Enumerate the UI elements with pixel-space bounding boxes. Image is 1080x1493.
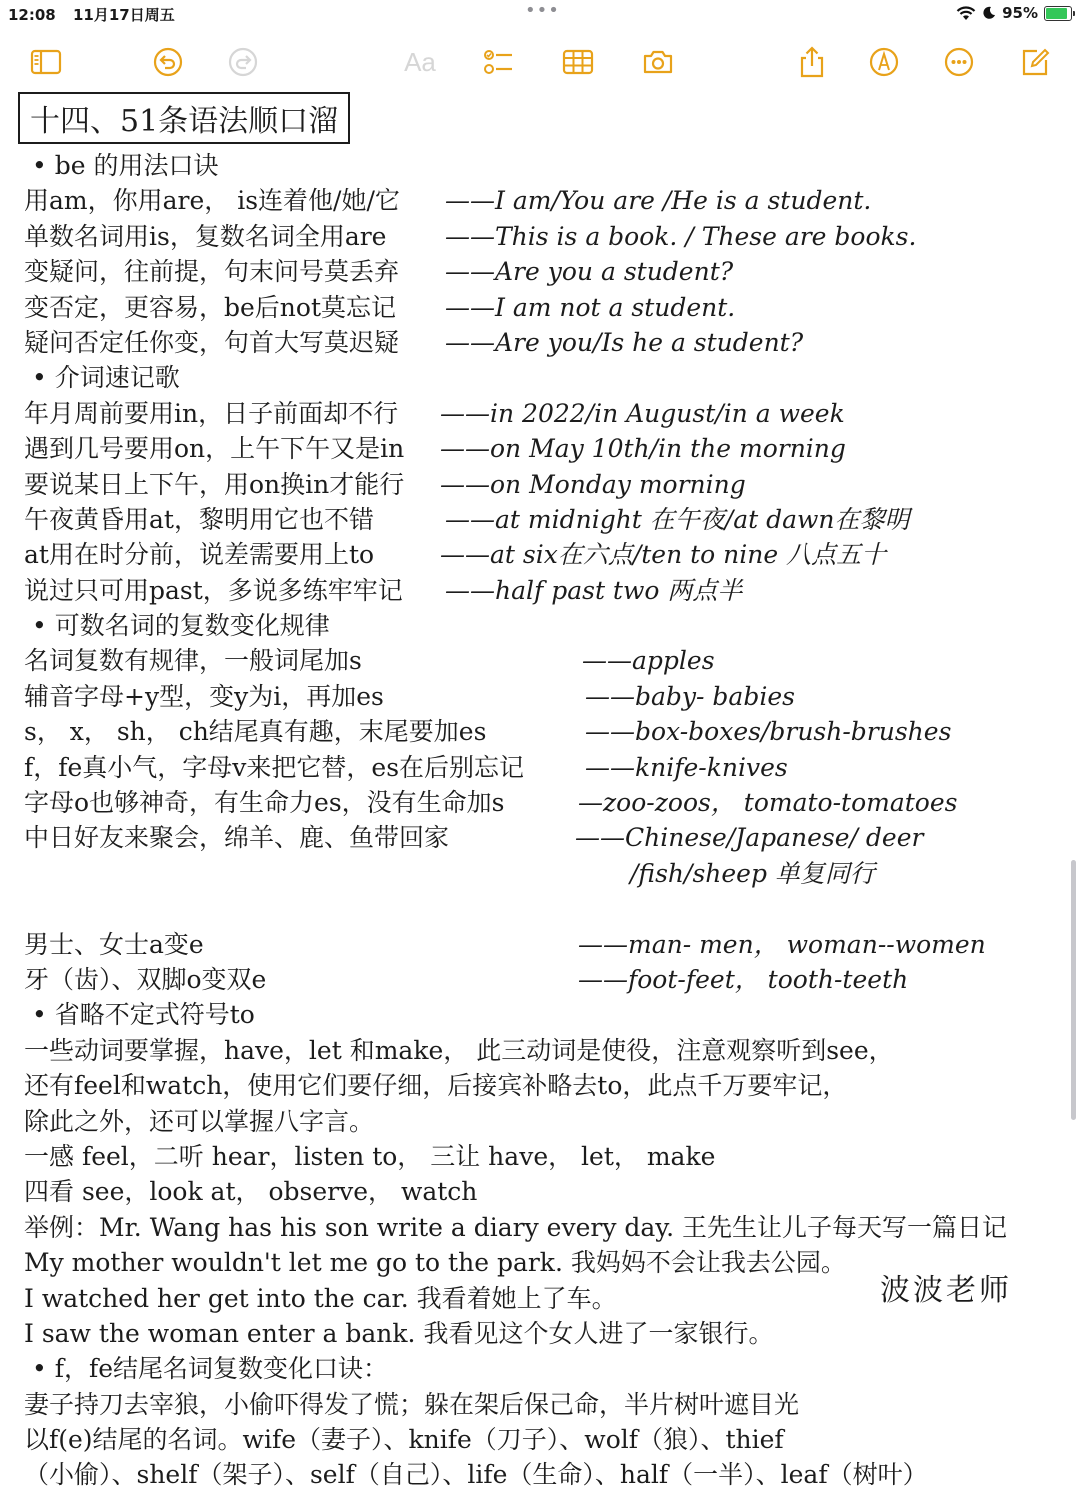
note-line-text: 一些动词要掌握，have，let 和make， 此三动词是使役，注意观察听到see，: [24, 1035, 894, 1065]
camera-button[interactable]: [636, 40, 680, 84]
example-text: ——baby- babies: [585, 681, 795, 711]
note-line-text: 举例：Mr. Wang has his son write a diary every day. 王先生让儿子每天写一篇日记: [24, 1212, 1008, 1242]
status-left: [8, 4, 187, 25]
wifi-icon: [956, 6, 976, 21]
example-text: ——I am/You are /He is a student.: [445, 186, 872, 216]
moon-icon: [982, 6, 996, 20]
rule-text: 牙（齿）、双脚o变双e: [24, 964, 267, 994]
redo-icon: [226, 45, 260, 79]
rule-text: 要说某日上下午，用on换in才能行: [24, 469, 405, 499]
section-heading: • f，fe结尾名词复数变化口诀：: [32, 1354, 388, 1384]
share-icon: [795, 45, 829, 79]
note-line: [18, 290, 1068, 325]
note-line-text: 除此之外，还可以掌握八字言。: [24, 1106, 375, 1136]
share-button[interactable]: [790, 40, 834, 84]
rule-text: 说过只可用past，多说多练牢牢记: [24, 575, 403, 605]
example-text: —zoo-zoos， tomato-tomatoes: [578, 788, 958, 818]
example-text: ——in 2022/in August/in a week: [440, 398, 845, 428]
note-line-text: 以f(e)结尾的名词。wife（妻子）、knife（刀子）、wolf（狼）、thief: [24, 1425, 784, 1455]
note-line-text: 妻子持刀去宰狼，小偷吓得发了慌；躲在架后保己命，半片树叶遮目光: [24, 1389, 800, 1419]
note-line: [18, 820, 1068, 855]
note-line: [18, 219, 1068, 254]
note-line: [18, 1387, 1068, 1422]
example-text: ——This is a book. / These are books.: [445, 221, 917, 251]
note-line: [18, 573, 1068, 608]
example-text: ——at six在六点/ten to nine 八点五十: [440, 540, 887, 570]
example-text: ——box-boxes/brush-brushes: [585, 717, 952, 747]
note-line: [18, 431, 1068, 466]
status-date: 11月17日周五: [72, 6, 175, 24]
note-line: [18, 1174, 1068, 1209]
note-line: [18, 1104, 1068, 1139]
notes-toolbar: [0, 40, 1080, 84]
note-line: [18, 643, 1068, 678]
note-line: [18, 183, 1068, 218]
rule-text: at用在时分前，说差需要用上to: [24, 540, 375, 570]
note-line-text: （小偷）、shelf（架子）、self（自己）、life（生命）、half（一半）、leaf（树叶）: [24, 1460, 928, 1490]
note-line: [18, 997, 1068, 1032]
note-line: [18, 1210, 1068, 1245]
sidebar-button[interactable]: [24, 40, 68, 84]
scrollbar[interactable]: [1071, 860, 1076, 1120]
section-heading: • 介词速记歌: [32, 363, 180, 393]
rule-text: 单数名词用is，复数名词全用are: [24, 221, 387, 251]
section-heading: • 可数名词的复数变化规律: [32, 611, 330, 641]
checklist-button[interactable]: [476, 40, 520, 84]
status-bar: [0, 0, 1080, 28]
battery-fill: [1046, 8, 1067, 19]
example-text: ——I am not a student.: [445, 292, 736, 322]
note-line: [18, 608, 1068, 643]
table-button[interactable]: [556, 40, 600, 84]
more-button[interactable]: [937, 40, 981, 84]
rule-text: 午夜黄昏用at，黎明用它也不错: [24, 504, 374, 534]
note-line: [18, 254, 1068, 289]
note-line: [18, 148, 1068, 183]
note-line: [18, 467, 1068, 502]
example-text: ——on Monday morning: [440, 469, 746, 499]
camera-icon: [641, 45, 675, 79]
note-line: [18, 891, 1068, 926]
example-text: ——apples: [582, 646, 715, 676]
example-text: ——on May 10th/in the morning: [440, 434, 846, 464]
rule-text: 用am，你用are， is连着他/她/它: [24, 186, 400, 216]
note-line: [18, 785, 1068, 820]
undo-icon: [151, 45, 185, 79]
note-line: [18, 856, 1068, 891]
note-line: [18, 537, 1068, 572]
note-line: [18, 1033, 1068, 1068]
rule-text: 男士、女士a变e: [24, 929, 204, 959]
rule-text: 辅音字母+y型，变y为i，再加es: [24, 681, 384, 711]
note-line-text: I watched her get into the car. 我看着她上了车。: [24, 1283, 617, 1313]
rule-text: 年月周前要用in，日子前面却不行: [24, 398, 399, 428]
undo-button[interactable]: [146, 40, 190, 84]
note-line: [18, 962, 1068, 997]
example-text: ——Are you a student?: [445, 257, 734, 287]
redo-button[interactable]: [221, 40, 265, 84]
note-line: [18, 396, 1068, 431]
note-line: [18, 927, 1068, 962]
note-body[interactable]: [18, 92, 1068, 1490]
example-text: /fish/sheep 单复同行: [630, 858, 875, 888]
note-line-text: 一感 feel，二听 hear，listen to， 三让 have， let， make: [24, 1141, 716, 1171]
example-text: ——Are you/Is he a student?: [445, 327, 804, 357]
note-line-text: My mother wouldn't let me go to the park. 我妈妈不会让我去公园。: [24, 1248, 846, 1278]
sidebar-icon: [29, 45, 63, 79]
note-line: [18, 1457, 1068, 1492]
rule-text: 疑问否定任你变，句首大写莫迟疑: [24, 327, 400, 357]
rule-text: 中日好友来聚会，绵羊、鹿、鱼带回家: [24, 823, 450, 853]
markup-icon: [867, 45, 901, 79]
note-line: [18, 1422, 1068, 1457]
example-text: ——Chinese/Japanese/ deer: [575, 823, 924, 853]
note-line: [18, 360, 1068, 395]
note-line-text: 还有feel和watch，使用它们要仔细，后接宾补略去to，此点千万要牢记，: [24, 1071, 848, 1101]
note-line: [18, 1139, 1068, 1174]
note-line: [18, 750, 1068, 785]
table-icon: [561, 45, 595, 79]
example-text: ——foot-feet， tooth-teeth: [578, 964, 909, 994]
rule-text: 字母o也够神奇，有生命力es，没有生命加s: [24, 788, 505, 818]
section-heading: • be 的用法口诀: [32, 151, 219, 180]
note-line: [18, 1351, 1068, 1386]
rule-text: 名词复数有规律，一般词尾加s: [24, 646, 362, 676]
note-line-text: 四看 see，look at， observe， watch: [24, 1177, 478, 1207]
note-title: 十四、51条语法顺口溜: [18, 92, 350, 144]
example-text: ——man- men， woman--women: [578, 929, 986, 959]
note-line: [18, 1068, 1068, 1103]
example-text: ——at midnight 在午夜/at dawn在黎明: [445, 504, 910, 534]
battery-nub: [1073, 11, 1075, 16]
note-line: [18, 679, 1068, 714]
note-line-text: I saw the woman enter a bank. 我看见这个女人进了一家银行。: [24, 1318, 774, 1348]
note-line: [18, 714, 1068, 749]
rule-text: 变疑问，往前提，句末问号莫丢弃: [24, 257, 400, 287]
compose-icon: [1018, 45, 1052, 79]
note-line: [18, 325, 1068, 360]
status-right: [956, 4, 1072, 22]
battery-icon: [1044, 6, 1072, 21]
rule-text: f，fe真小气，字母v来把它替，es在后别忘记: [24, 752, 525, 782]
note-line: [18, 1316, 1068, 1351]
teacher-signature: 波波老师: [880, 1273, 1012, 1308]
checklist-icon: [481, 45, 515, 79]
example-text: ——half past two 两点半: [445, 575, 743, 605]
rule-text: 变否定，更容易，be后not莫忘记: [24, 292, 396, 322]
section-heading: • 省略不定式符号to: [32, 1000, 255, 1030]
compose-button[interactable]: [1013, 40, 1057, 84]
note-line: [18, 502, 1068, 537]
battery-percent: 95%: [1002, 4, 1038, 22]
markup-button[interactable]: [862, 40, 906, 84]
more-icon: [942, 45, 976, 79]
rule-text: s， x， sh， ch结尾真有趣，末尾要加es: [24, 717, 487, 747]
format-button[interactable]: Aa: [404, 46, 436, 77]
example-text: ——knife-knives: [585, 752, 788, 782]
status-time: 12:08: [8, 6, 56, 24]
multitasking-dots[interactable]: •••: [525, 0, 560, 21]
rule-text: 遇到几号要用on，上午下午又是in: [24, 434, 405, 464]
